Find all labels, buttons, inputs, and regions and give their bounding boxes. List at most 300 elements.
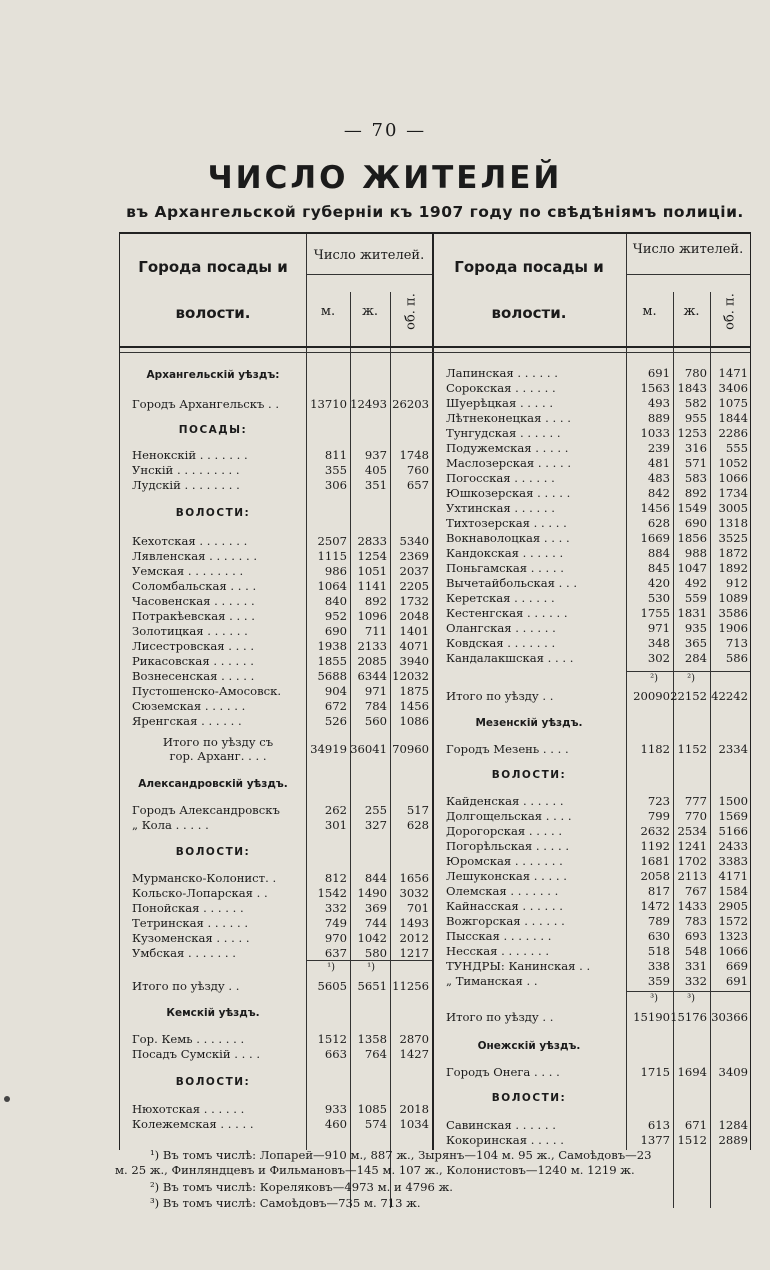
district-heading: Онежскій уѣздъ. bbox=[477, 1040, 581, 1052]
total-value: 1427 bbox=[399, 1047, 429, 1061]
female-value: 1051 bbox=[357, 564, 387, 578]
male-value: 690 bbox=[324, 624, 347, 638]
female-value: 690 bbox=[684, 516, 707, 530]
total-value: 586 bbox=[725, 651, 748, 665]
female-value: 988 bbox=[684, 546, 707, 560]
row-name: Рикасовская . . . . . . bbox=[132, 654, 254, 668]
row-name: Пустошенско-Амосовск. bbox=[132, 684, 282, 698]
female-value: 583 bbox=[684, 471, 707, 485]
male-value: 817 bbox=[647, 884, 670, 898]
male-value: 1192 bbox=[640, 839, 670, 853]
male-value: 34919 bbox=[310, 742, 347, 756]
female-value: 2113 bbox=[677, 869, 707, 883]
female-value: 548 bbox=[684, 944, 707, 958]
table-row bbox=[432, 1065, 750, 1079]
header-left-ob: об. п. bbox=[403, 293, 419, 330]
total-value: 1318 bbox=[718, 516, 748, 530]
female-value: 15176 bbox=[670, 1010, 707, 1024]
male-value: 2632 bbox=[640, 824, 670, 838]
female-value: 1490 bbox=[357, 886, 387, 900]
male-value: 239 bbox=[647, 441, 670, 455]
footnote-ref: ¹) bbox=[367, 962, 375, 973]
table-row bbox=[120, 463, 432, 477]
total-value: 12032 bbox=[392, 669, 429, 683]
row-name: Кандокская . . . . . . bbox=[446, 546, 564, 560]
row-name: Тихтозерская . . . . . bbox=[446, 516, 567, 530]
row-name: Вознесенская . . . . . bbox=[132, 669, 255, 683]
table-row bbox=[432, 1118, 750, 1132]
male-value: 1182 bbox=[640, 742, 670, 756]
male-value: 1542 bbox=[317, 886, 347, 900]
table-row bbox=[120, 549, 432, 563]
male-value: 630 bbox=[647, 929, 670, 943]
row-name: Погосская . . . . . . bbox=[446, 471, 555, 485]
female-value: 764 bbox=[364, 1047, 387, 1061]
header-left-m: м. bbox=[320, 304, 336, 319]
male-value: 359 bbox=[647, 974, 670, 988]
table-row bbox=[120, 654, 432, 668]
total-value: 1872 bbox=[718, 546, 748, 560]
total-value: 1892 bbox=[718, 561, 748, 575]
table-row bbox=[120, 886, 432, 900]
total-value: 11256 bbox=[392, 979, 429, 993]
female-value: 1433 bbox=[677, 899, 707, 913]
table-row bbox=[120, 714, 432, 728]
header-right-ob: об. п. bbox=[722, 293, 738, 330]
male-value: 530 bbox=[647, 591, 670, 605]
table-row bbox=[432, 824, 750, 838]
table-row bbox=[120, 803, 432, 817]
total-value: 3005 bbox=[718, 501, 748, 515]
table-row bbox=[120, 639, 432, 653]
row-name: Долгощельская . . . . bbox=[446, 809, 572, 823]
row-name: Итого по уѣзду . . bbox=[446, 689, 554, 703]
row-name: Юромская . . . . . . . bbox=[446, 854, 563, 868]
male-value: 970 bbox=[324, 931, 347, 945]
table-row bbox=[432, 441, 750, 455]
female-value: 405 bbox=[364, 463, 387, 477]
footnote-ref: ¹) bbox=[327, 962, 335, 973]
row-name: Ухтинская . . . . . . bbox=[446, 501, 555, 515]
table-row bbox=[120, 669, 432, 683]
district-heading: Мезенскій уѣздъ. bbox=[475, 717, 583, 729]
header-left-count: Число жителей. bbox=[313, 248, 425, 263]
female-value: 331 bbox=[684, 959, 707, 973]
male-value: 13710 bbox=[310, 397, 347, 411]
table-row bbox=[120, 901, 432, 915]
female-value: 36041 bbox=[350, 742, 387, 756]
table-row bbox=[432, 471, 750, 485]
total-value: 2870 bbox=[399, 1032, 429, 1046]
row-name: Нюхотская . . . . . . bbox=[132, 1102, 245, 1116]
district-heading: Архангельскій уѣздъ: bbox=[146, 369, 280, 381]
footnote-ref: ³) bbox=[650, 993, 658, 1004]
table-row bbox=[432, 396, 750, 410]
row-name: Городъ Александровскъ bbox=[132, 803, 280, 817]
table-row bbox=[120, 1117, 432, 1131]
total-value: 42242 bbox=[711, 689, 748, 703]
male-value: 481 bbox=[647, 456, 670, 470]
male-value: 338 bbox=[647, 959, 670, 973]
table-row bbox=[120, 1047, 432, 1061]
table-row bbox=[120, 534, 432, 548]
female-value: 971 bbox=[364, 684, 387, 698]
row-name: Кестенгская . . . . . . bbox=[446, 606, 568, 620]
row-name: Городъ Мезень . . . . bbox=[446, 742, 569, 756]
table-row bbox=[432, 651, 750, 665]
female-value: 327 bbox=[364, 818, 387, 832]
male-value: 1681 bbox=[640, 854, 670, 868]
total-value: 669 bbox=[725, 959, 748, 973]
male-value: 483 bbox=[647, 471, 670, 485]
total-value: 1066 bbox=[718, 471, 748, 485]
total-row bbox=[120, 735, 432, 763]
subtotal-rule bbox=[306, 960, 432, 961]
footnote-line: ²) Въ томъ числѣ: Кореляковъ—4973 м. и 4796 ж. bbox=[150, 1180, 453, 1194]
header-right-m: м. bbox=[642, 304, 657, 319]
footnote-line: ¹) Въ томъ числѣ: Лопарей—910 м., 887 ж., Зырянъ—104 м. 95 ж., Самоѣдовъ—23 bbox=[150, 1148, 652, 1162]
table-row bbox=[432, 959, 750, 973]
row-name: Маслозерская . . . . . bbox=[446, 456, 572, 470]
female-value: 1358 bbox=[357, 1032, 387, 1046]
female-value: 767 bbox=[684, 884, 707, 898]
male-value: 301 bbox=[324, 818, 347, 832]
total-value: 1323 bbox=[718, 929, 748, 943]
footnote-line: м. 25 ж., Финляндцевъ и Фильмановъ—145 м. 107 ж., Колонистовъ—1240 м. 1219 ж. bbox=[115, 1163, 635, 1177]
female-value: 316 bbox=[684, 441, 707, 455]
total-value: 1500 bbox=[718, 794, 748, 808]
male-value: 840 bbox=[324, 594, 347, 608]
total-value: 2205 bbox=[399, 579, 429, 593]
table-row bbox=[432, 366, 750, 380]
table-row bbox=[120, 397, 432, 411]
total-value: 2037 bbox=[399, 564, 429, 578]
row-name: Золотицкая . . . . . . bbox=[132, 624, 248, 638]
table-row bbox=[432, 411, 750, 425]
male-value: 889 bbox=[647, 411, 670, 425]
total-value: 70960 bbox=[392, 742, 429, 756]
table-row bbox=[432, 1010, 750, 1024]
footnote-ref: ²) bbox=[687, 673, 695, 684]
male-value: 845 bbox=[647, 561, 670, 575]
female-value: 937 bbox=[364, 448, 387, 462]
table-row bbox=[432, 561, 750, 575]
female-value: 255 bbox=[364, 803, 387, 817]
total-value: 2433 bbox=[718, 839, 748, 853]
female-value: 777 bbox=[684, 794, 707, 808]
subtotal-rule bbox=[626, 991, 750, 992]
female-value: 1141 bbox=[357, 579, 387, 593]
male-value: 526 bbox=[324, 714, 347, 728]
section-heading: ПОСАДЫ: bbox=[178, 424, 248, 436]
table-row bbox=[120, 594, 432, 608]
male-value: 663 bbox=[324, 1047, 347, 1061]
female-value: 1096 bbox=[357, 609, 387, 623]
table-row bbox=[432, 486, 750, 500]
total-value: 3032 bbox=[399, 886, 429, 900]
male-value: 789 bbox=[647, 914, 670, 928]
row-name: Ненокскій . . . . . . . bbox=[132, 448, 248, 462]
total-value: 555 bbox=[725, 441, 748, 455]
total-value: 1075 bbox=[718, 396, 748, 410]
table-row bbox=[432, 944, 750, 958]
male-value: 1115 bbox=[317, 549, 347, 563]
total-value: 657 bbox=[406, 478, 429, 492]
total-value: 1569 bbox=[718, 809, 748, 823]
male-value: 1938 bbox=[317, 639, 347, 653]
male-value: 1377 bbox=[640, 1133, 670, 1147]
table-row bbox=[432, 884, 750, 898]
total-value: 1456 bbox=[399, 699, 429, 713]
male-value: 884 bbox=[647, 546, 670, 560]
header-left-zh: ж. bbox=[361, 304, 379, 319]
table-row bbox=[120, 609, 432, 623]
male-value: 628 bbox=[647, 516, 670, 530]
district-heading: Кемскій уѣздъ. bbox=[166, 1007, 260, 1019]
female-value: 559 bbox=[684, 591, 707, 605]
row-name: Уемская . . . . . . . . bbox=[132, 564, 244, 578]
row-name: „ Кола . . . . . bbox=[132, 818, 209, 832]
female-value: 711 bbox=[364, 624, 387, 638]
row-name: Пысская . . . . . . . bbox=[446, 929, 552, 943]
total-value: 3409 bbox=[718, 1065, 748, 1079]
row-name: Несская . . . . . . . bbox=[446, 944, 550, 958]
male-value: 262 bbox=[324, 803, 347, 817]
female-value: 5651 bbox=[357, 979, 387, 993]
row-name: Итого по уѣзду съ bbox=[162, 735, 274, 749]
row-name: Умбская . . . . . . . bbox=[132, 946, 236, 960]
section-heading: ВОЛОСТИ: bbox=[175, 1076, 251, 1088]
total-value: 2048 bbox=[399, 609, 429, 623]
table-row bbox=[120, 699, 432, 713]
total-value: 4171 bbox=[718, 869, 748, 883]
female-value: 1254 bbox=[357, 549, 387, 563]
male-value: 1669 bbox=[640, 531, 670, 545]
male-value: 1064 bbox=[317, 579, 347, 593]
row-name: Тунгудская . . . . . . bbox=[446, 426, 561, 440]
row-name: Керетская . . . . . . bbox=[446, 591, 555, 605]
female-value: 580 bbox=[364, 946, 387, 960]
row-name: Потракѣевская . . . . bbox=[132, 609, 255, 623]
row-name: Яренгская . . . . . . bbox=[132, 714, 242, 728]
total-value: 3525 bbox=[718, 531, 748, 545]
female-value: 1549 bbox=[677, 501, 707, 515]
table-row bbox=[120, 979, 432, 993]
female-value: 2085 bbox=[357, 654, 387, 668]
female-value: 2133 bbox=[357, 639, 387, 653]
female-value: 1047 bbox=[677, 561, 707, 575]
table-row bbox=[120, 478, 432, 492]
table-row bbox=[432, 576, 750, 590]
margin-mark bbox=[4, 1096, 10, 1102]
row-name: Дорогорская . . . . . bbox=[446, 824, 563, 838]
table-row bbox=[432, 516, 750, 530]
table-row bbox=[120, 1032, 432, 1046]
total-value: 1906 bbox=[718, 621, 748, 635]
row-name: Тетринская . . . . . . bbox=[132, 916, 249, 930]
subtotal-rule bbox=[626, 671, 750, 672]
table-row bbox=[432, 621, 750, 635]
total-value: 1572 bbox=[718, 914, 748, 928]
male-value: 933 bbox=[324, 1102, 347, 1116]
footnote-line: ³) Въ томъ числѣ: Самоѣдовъ—735 м. 713 ж. bbox=[150, 1196, 421, 1210]
row-name: Мурманско-Колонист. . bbox=[132, 871, 277, 885]
female-value: 744 bbox=[364, 916, 387, 930]
female-value: 1241 bbox=[677, 839, 707, 853]
total-value: 1066 bbox=[718, 944, 748, 958]
male-value: 904 bbox=[324, 684, 347, 698]
male-value: 1512 bbox=[317, 1032, 347, 1046]
female-value: 1702 bbox=[677, 854, 707, 868]
total-value: 1584 bbox=[718, 884, 748, 898]
total-value: 1052 bbox=[718, 456, 748, 470]
total-value: 2889 bbox=[718, 1133, 748, 1147]
section-heading: ВОЛОСТИ: bbox=[175, 507, 251, 519]
total-value: 2334 bbox=[718, 742, 748, 756]
female-value: 1042 bbox=[357, 931, 387, 945]
male-value: 518 bbox=[647, 944, 670, 958]
section-heading: ВОЛОСТИ: bbox=[175, 846, 251, 858]
female-value: 1085 bbox=[357, 1102, 387, 1116]
total-value: 1089 bbox=[718, 591, 748, 605]
row-name: „ Тиманская . . bbox=[446, 974, 538, 988]
female-value: 784 bbox=[364, 699, 387, 713]
section-heading: ВОЛОСТИ: bbox=[491, 1092, 567, 1104]
district-heading: Александровскій уѣздъ. bbox=[138, 778, 288, 790]
total-value: 912 bbox=[725, 576, 748, 590]
row-name: Кайденская . . . . . . bbox=[446, 794, 564, 808]
male-value: 20090 bbox=[633, 689, 670, 703]
total-value: 2369 bbox=[399, 549, 429, 563]
table-row bbox=[432, 854, 750, 868]
row-name: Кехотская . . . . . . . bbox=[132, 534, 248, 548]
male-value: 1755 bbox=[640, 606, 670, 620]
right-column bbox=[432, 234, 750, 1150]
female-value: 284 bbox=[684, 651, 707, 665]
total-value: 5340 bbox=[399, 534, 429, 548]
total-value: 1401 bbox=[399, 624, 429, 638]
male-value: 637 bbox=[324, 946, 347, 960]
male-value: 493 bbox=[647, 396, 670, 410]
female-value: 12493 bbox=[350, 397, 387, 411]
male-value: 2058 bbox=[640, 869, 670, 883]
table-row bbox=[432, 974, 750, 988]
female-value: 783 bbox=[684, 914, 707, 928]
total-value: 1748 bbox=[399, 448, 429, 462]
row-name: Итого по уѣзду . . bbox=[446, 1010, 554, 1024]
row-name: Кузоменская . . . . . bbox=[132, 931, 250, 945]
header-right-name-bottom: волости. bbox=[491, 304, 567, 322]
table-row bbox=[432, 689, 750, 703]
row-name: Часовенская . . . . . . bbox=[132, 594, 255, 608]
row-name: Лѣтнеконецкая . . . . bbox=[446, 411, 571, 425]
total-value: 1844 bbox=[718, 411, 748, 425]
table-row bbox=[432, 839, 750, 853]
male-value: 613 bbox=[647, 1118, 670, 1132]
total-value: 701 bbox=[406, 901, 429, 915]
female-value: 671 bbox=[684, 1118, 707, 1132]
total-value: 1217 bbox=[399, 946, 429, 960]
footnote-ref: ³) bbox=[687, 993, 695, 1004]
table-row bbox=[432, 591, 750, 605]
female-value: 369 bbox=[364, 901, 387, 915]
total-value: 3940 bbox=[399, 654, 429, 668]
table-row bbox=[120, 931, 432, 945]
row-name: Вокнаволоцкая . . . . bbox=[446, 531, 570, 545]
header-left-name-top: Города посады и bbox=[138, 258, 288, 276]
table-row bbox=[432, 809, 750, 823]
female-value: 935 bbox=[684, 621, 707, 635]
row-name: Лявленская . . . . . . . bbox=[132, 549, 258, 563]
total-value: 1471 bbox=[718, 366, 748, 380]
row-name: Соломбальская . . . . bbox=[132, 579, 257, 593]
male-value: 799 bbox=[647, 809, 670, 823]
female-value: 844 bbox=[364, 871, 387, 885]
row-name: Итого по уѣзду . . bbox=[132, 979, 240, 993]
total-value: 1875 bbox=[399, 684, 429, 698]
total-value: 1086 bbox=[399, 714, 429, 728]
male-value: 811 bbox=[324, 448, 347, 462]
total-value: 691 bbox=[725, 974, 748, 988]
male-value: 691 bbox=[647, 366, 670, 380]
total-value: 5166 bbox=[718, 824, 748, 838]
table-row bbox=[120, 871, 432, 885]
table-row bbox=[432, 636, 750, 650]
male-value: 812 bbox=[324, 871, 347, 885]
row-name: Олемская . . . . . . . bbox=[446, 884, 559, 898]
table-row bbox=[432, 546, 750, 560]
row-name: Городъ Онега . . . . bbox=[446, 1065, 560, 1079]
male-value: 952 bbox=[324, 609, 347, 623]
row-name: Кольско-Лопарская . . bbox=[132, 886, 268, 900]
row-name: Вычетайбольская . . . bbox=[446, 576, 578, 590]
row-name-cont: гор. Арханг. . . . bbox=[169, 749, 267, 763]
female-value: 1152 bbox=[677, 742, 707, 756]
female-value: 365 bbox=[684, 636, 707, 650]
total-value: 1656 bbox=[399, 871, 429, 885]
row-name: Посадъ Сумскій . . . . bbox=[132, 1047, 261, 1061]
total-value: 26203 bbox=[392, 397, 429, 411]
male-value: 302 bbox=[647, 651, 670, 665]
male-value: 1563 bbox=[640, 381, 670, 395]
total-value: 30366 bbox=[711, 1010, 748, 1024]
male-value: 348 bbox=[647, 636, 670, 650]
population-table bbox=[119, 232, 751, 1150]
male-value: 306 bbox=[324, 478, 347, 492]
header-right-count: Число жителей. bbox=[632, 242, 744, 257]
row-name: Подужемская . . . . . bbox=[446, 441, 569, 455]
total-value: 628 bbox=[406, 818, 429, 832]
total-value: 1732 bbox=[399, 594, 429, 608]
male-value: 2507 bbox=[317, 534, 347, 548]
female-value: 492 bbox=[684, 576, 707, 590]
row-name: ТУНДРЫ: Канинская . . bbox=[446, 959, 591, 973]
male-value: 1456 bbox=[640, 501, 670, 515]
row-name: Вожгорская . . . . . . bbox=[446, 914, 565, 928]
male-value: 672 bbox=[324, 699, 347, 713]
table-row bbox=[432, 606, 750, 620]
female-value: 892 bbox=[684, 486, 707, 500]
left-column bbox=[120, 234, 432, 1150]
table-row bbox=[432, 929, 750, 943]
female-value: 332 bbox=[684, 974, 707, 988]
row-name: Шуерѣцкая . . . . . bbox=[446, 396, 554, 410]
row-name: Погорѣльская . . . . . bbox=[446, 839, 570, 853]
table-row bbox=[432, 426, 750, 440]
female-value: 571 bbox=[684, 456, 707, 470]
total-value: 3406 bbox=[718, 381, 748, 395]
page-title: ЧИСЛО ЖИТЕЛЕЙ bbox=[207, 160, 563, 196]
